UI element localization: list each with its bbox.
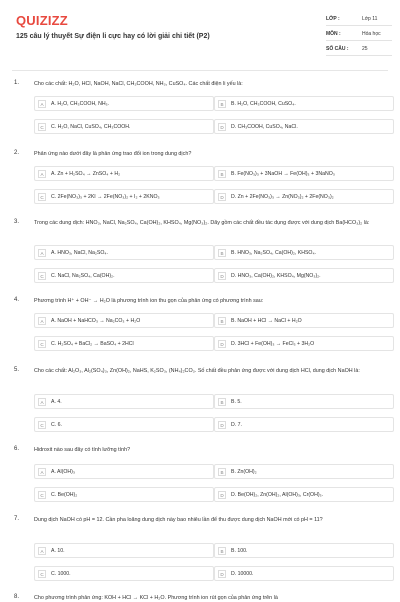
option-c[interactable] <box>34 189 214 204</box>
option-text: B. HNO₃, Na₂SO₄, Ca(OH)₂, KHSO₄. <box>231 250 317 256</box>
option-b[interactable] <box>214 543 394 558</box>
option-c[interactable] <box>34 336 214 351</box>
option-letter: D <box>218 570 226 578</box>
option-text: A. H₂O, CH₃COOH, NH₃. <box>51 101 110 107</box>
question-text: Cho các chất: H₂O, HCl, NaOH, NaCl, CH₃COOH, NH₃, CuSO₄. Các chất điện li yếu là: <box>34 81 243 87</box>
option-a[interactable] <box>34 464 214 479</box>
question-text: Cho các chất: Al₂O₃, Al₂(SO₄)₃, Zn(OH)₂, NaHS, K₂SO₃, (NH₄)₂CO₃. Số chất đều phản ứng được với dung dịch HCl, dung dịch NaOH là: <box>34 368 360 374</box>
option-text: B. Fe(NO₃)₃ + 3NaOH → Fe(OH)₃ + 3NaNO₃ <box>231 171 335 177</box>
option-letter: C <box>38 123 46 131</box>
meta-value: Hóa học <box>362 31 381 37</box>
option-letter: D <box>218 421 226 429</box>
option-letter: B <box>218 468 226 476</box>
option-letter: C <box>38 491 46 499</box>
option-b[interactable] <box>214 245 394 260</box>
option-d[interactable] <box>214 487 394 502</box>
option-letter: A <box>38 398 46 406</box>
option-c[interactable] <box>34 119 214 134</box>
option-c[interactable] <box>34 417 214 432</box>
option-letter: A <box>38 249 46 257</box>
option-text: D. 3HCl + Fe(OH)₃ → FeCl₃ + 3H₂O <box>231 341 315 347</box>
question-text: Phương trình H⁺ + OH⁻ → H₂O là phương trình ion thu gọn của phản ứng có phương trình sau: <box>34 298 264 304</box>
question-text: Dung dịch NaOH có pH = 12. Cần pha loãng dung dịch này bao nhiêu lần để thu được dung dịch NaOH mới có pH = 11? <box>34 517 323 523</box>
option-a[interactable] <box>34 543 214 558</box>
option-d[interactable] <box>214 268 394 283</box>
question-text: Phản ứng nào dưới đây là phản ứng trao đổi ion trong dung dịch? <box>34 151 192 157</box>
question-text: Trong các dung dịch: HNO₃, NaCl, Na₂SO₄, Ca(OH)₂, KHSO₄, Mg(NO₃)₂. Dãy gồm các chất đều tác dụng được với dung dịch Ba(HCO₃)₂ là: <box>34 220 370 226</box>
option-letter: A <box>38 547 46 555</box>
option-text: A. NaOH + NaHCO₃ → Na₂CO₃ + H₂O <box>51 318 141 324</box>
option-text: A. Al(OH)₃ <box>51 469 76 475</box>
option-text: A. HNO₃, NaCl, Na₂SO₄. <box>51 250 108 256</box>
option-text: C. H₂O, NaCl, CuSO₄, CH₃COOH. <box>51 124 131 130</box>
option-text: C. Be(OH)₂ <box>51 492 78 498</box>
option-d[interactable] <box>214 119 394 134</box>
option-letter: D <box>218 193 226 201</box>
option-letter: C <box>38 193 46 201</box>
option-letter: C <box>38 340 46 348</box>
option-letter: B <box>218 547 226 555</box>
option-letter: A <box>38 170 46 178</box>
option-letter: B <box>218 317 226 325</box>
option-letter: B <box>218 249 226 257</box>
option-letter: C <box>38 421 46 429</box>
option-a[interactable] <box>34 313 214 328</box>
quizizz-logo: QUIZIZZ <box>16 13 68 28</box>
option-d[interactable] <box>214 189 394 204</box>
option-letter: C <box>38 570 46 578</box>
option-letter: A <box>38 317 46 325</box>
option-text: D. CH₃COOH, CuSO₄, NaCl. <box>231 124 298 130</box>
option-text: A. 10. <box>51 548 65 554</box>
option-b[interactable] <box>214 464 394 479</box>
option-text: C. 6. <box>51 422 62 428</box>
option-text: B. 100. <box>231 548 248 554</box>
question-number: 4. <box>14 297 20 303</box>
option-c[interactable] <box>34 566 214 581</box>
option-c[interactable] <box>34 487 214 502</box>
question-text: Cho phương trình phản ứng: KOH + HCl → KCl + H₂O. Phương trình ion rút gọn của phản ứng trên là <box>34 595 278 601</box>
meta-label: MÔN : <box>326 31 341 37</box>
option-letter: B <box>218 170 226 178</box>
option-d[interactable] <box>214 566 394 581</box>
meta-label: LỚP : <box>326 16 340 22</box>
option-a[interactable] <box>34 394 214 409</box>
option-text: D. HNO₃, Ca(OH)₂, KHSO₄, Mg(NO₃)₂. <box>231 273 321 279</box>
option-text: C. 2Fe(NO₃)₃ + 2KI → 2Fe(NO₃)₂ + I₂ + 2KNO₃ <box>51 194 160 200</box>
question-number: 3. <box>14 219 20 225</box>
option-letter: D <box>218 340 226 348</box>
option-b[interactable] <box>214 394 394 409</box>
option-d[interactable] <box>214 417 394 432</box>
option-d[interactable] <box>214 336 394 351</box>
option-a[interactable] <box>34 166 214 181</box>
option-b[interactable] <box>214 96 394 111</box>
option-a[interactable] <box>34 96 214 111</box>
option-letter: B <box>218 100 226 108</box>
option-letter: A <box>38 468 46 476</box>
meta-value: Lớp 11 <box>362 16 378 22</box>
option-text: B. NaOH + HCl → NaCl + H₂O <box>231 318 302 324</box>
option-a[interactable] <box>34 245 214 260</box>
option-letter: C <box>38 272 46 280</box>
option-text: B. 5. <box>231 399 242 405</box>
option-letter: D <box>218 123 226 131</box>
option-text: D. 7. <box>231 422 242 428</box>
option-b[interactable] <box>214 166 394 181</box>
meta-value: 25 <box>362 46 368 52</box>
option-text: A. 4. <box>51 399 62 405</box>
option-text: B. Zn(OH)₂ <box>231 469 257 475</box>
option-text: D. Zn + 2Fe(NO₃)₃ → Zn(NO₃)₂ + 2Fe(NO₃)₂ <box>231 194 334 200</box>
option-letter: A <box>38 100 46 108</box>
question-text: Hidroxit nào sau đây có tính lưỡng tính? <box>34 447 131 453</box>
option-text: C. 1000. <box>51 571 71 577</box>
option-b[interactable] <box>214 313 394 328</box>
option-text: C. H₂SO₄ + BaCl₂ → BaSO₄ + 2HCl <box>51 341 134 347</box>
option-letter: D <box>218 272 226 280</box>
option-text: D. Be(OH)₂, Zn(OH)₂, Al(OH)₃, Cr(OH)₃. <box>231 492 324 498</box>
meta-label: SỐ CÂU : <box>326 46 349 52</box>
header-divider <box>12 70 388 71</box>
option-text: B. H₂O, CH₃COOH, CuSO₄. <box>231 101 296 107</box>
option-letter: D <box>218 491 226 499</box>
option-letter: B <box>218 398 226 406</box>
question-number: 6. <box>14 446 20 452</box>
option-c[interactable] <box>34 268 214 283</box>
worksheet-title: 125 câu lý thuyết Sự điện li cực hay có lời giải chi tiết (P2) <box>16 33 210 40</box>
worksheet-header <box>0 0 400 70</box>
option-text: A. Zn + H₂SO₄ → ZnSO₄ + H₂ <box>51 171 121 177</box>
question-number: 8. <box>14 594 20 600</box>
option-text: C. NaCl, Na₂SO₄, Ca(OH)₂. <box>51 273 115 279</box>
question-number: 5. <box>14 367 20 373</box>
question-number: 2. <box>14 150 20 156</box>
question-number: 7. <box>14 516 20 522</box>
option-text: D. 10000. <box>231 571 254 577</box>
question-number: 1. <box>14 80 20 86</box>
